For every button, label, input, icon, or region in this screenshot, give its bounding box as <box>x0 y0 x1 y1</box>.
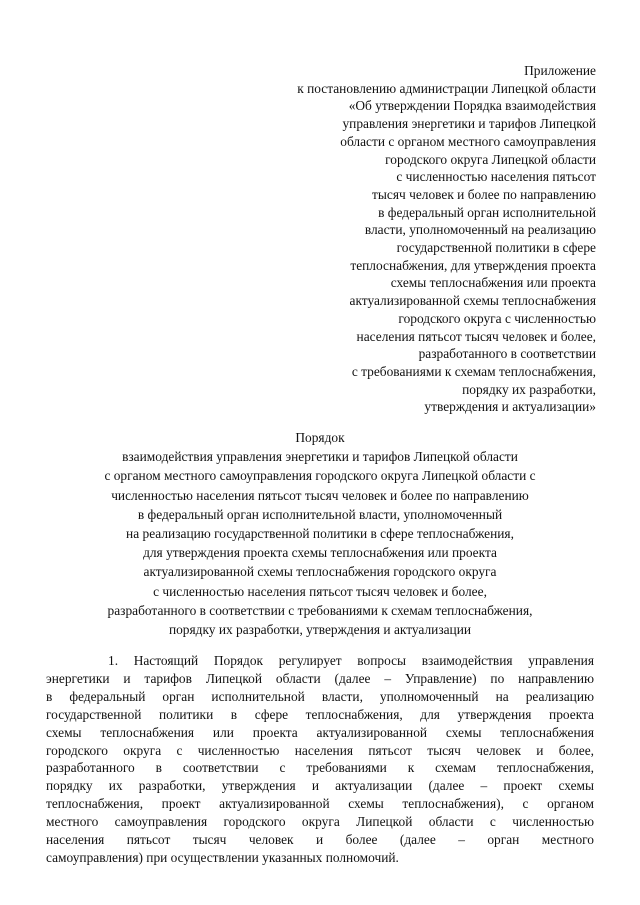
clause-1-paragraph <box>46 652 594 867</box>
paragraph-line: в федеральный орган исполнительной власти, уполномоченный на реализацию <box>46 688 594 704</box>
order-title-block <box>0 428 640 639</box>
order-subtitle-line: с органом местного самоуправления городского округа Липецкой области с <box>104 468 536 484</box>
order-subtitle-line: в федеральный орган исполнительной власти, уполномоченный <box>137 506 503 522</box>
appendix-line: разработанного в соответствии <box>418 346 596 362</box>
appendix-line: населения пятьсот тысяч человек и более, <box>356 328 596 344</box>
paragraph-line: городского округа с численностью населения пятьсот тысяч человек и более, <box>46 742 594 758</box>
appendix-line: городского округа Липецкой области <box>385 151 596 167</box>
appendix-line: к постановлению администрации Липецкой области <box>297 80 596 96</box>
appendix-line: управления энергетики и тарифов Липецкой <box>342 116 596 132</box>
appendix-line: государственной политики в сфере <box>396 240 596 256</box>
paragraph-line: схемы теплоснабжения или проекта актуализированной схемы теплоснабжения <box>46 724 594 740</box>
order-subtitle-line: с численностью населения пятьсот тысяч человек и более, <box>153 583 487 599</box>
order-subtitle-line: на реализацию государственной политики в сфере теплоснабжения, <box>126 526 514 542</box>
appendix-line: с требованиями к схемам теплоснабжения, <box>351 363 596 379</box>
appendix-line: власти, уполномоченный на реализацию <box>364 222 596 238</box>
paragraph-line: разработанного в соответствии с требованиями к схемам теплоснабжения, <box>46 760 594 776</box>
appendix-line: «Об утверждении Порядка взаимодействия <box>348 98 596 114</box>
order-subtitle-line: актуализированной схемы теплоснабжения городского округа <box>143 564 497 580</box>
appendix-line: порядку их разработки, <box>462 381 596 397</box>
paragraph-line: местного самоуправления городского округа Липецкой области с численностью <box>46 814 594 830</box>
appendix-line: области с органом местного самоуправления <box>340 133 596 149</box>
appendix-line: тысяч человек и более по направлению <box>372 186 596 202</box>
order-subtitle-line: численностью населения пятьсот тысяч человек и более по направлению <box>111 487 529 503</box>
order-subtitle-line: взаимодействия управления энергетики и тарифов Липецкой области <box>122 449 518 465</box>
appendix-reference-block <box>236 62 596 416</box>
appendix-line: теплоснабжения, для утверждения проекта <box>350 257 596 273</box>
paragraph-line: энергетики и тарифов Липецкой области (далее – Управление) по направлению <box>46 670 594 686</box>
order-title: Порядок <box>295 430 345 445</box>
paragraph-line: самоуправления) при осуществлении указанных полномочий. <box>46 849 399 865</box>
appendix-title: Приложение <box>524 63 596 78</box>
paragraph-line: государственной политики в сфере теплоснабжения, для утверждения проекта <box>46 706 594 722</box>
appendix-line: утверждения и актуализации» <box>424 399 596 415</box>
paragraph-line: населения пятьсот тысяч человек и более (далее – орган местного <box>46 832 594 848</box>
paragraph-line: 1. Настоящий Порядок регулирует вопросы взаимодействия управления <box>108 653 594 668</box>
appendix-line: актуализированной схемы теплоснабжения <box>349 293 596 309</box>
appendix-line: схемы теплоснабжения или проекта <box>390 275 596 291</box>
appendix-line: с численностью населения пятьсот <box>396 169 596 185</box>
order-subtitle-line: для утверждения проекта схемы теплоснабжения или проекта <box>143 545 497 561</box>
appendix-line: городского округа с численностью <box>398 310 596 326</box>
paragraph-line: теплоснабжения, проект актуализированной схемы теплоснабжения), с органом <box>46 796 594 812</box>
order-subtitle-line: разработанного в соответствии с требованиями к схемам теплоснабжения, <box>107 602 533 618</box>
order-subtitle-line: порядку их разработки, утверждения и актуализации <box>168 622 472 638</box>
paragraph-line: порядку их разработки, утверждения и актуализации (далее – проект схемы <box>46 778 594 794</box>
appendix-line: в федеральный орган исполнительной <box>378 204 596 220</box>
